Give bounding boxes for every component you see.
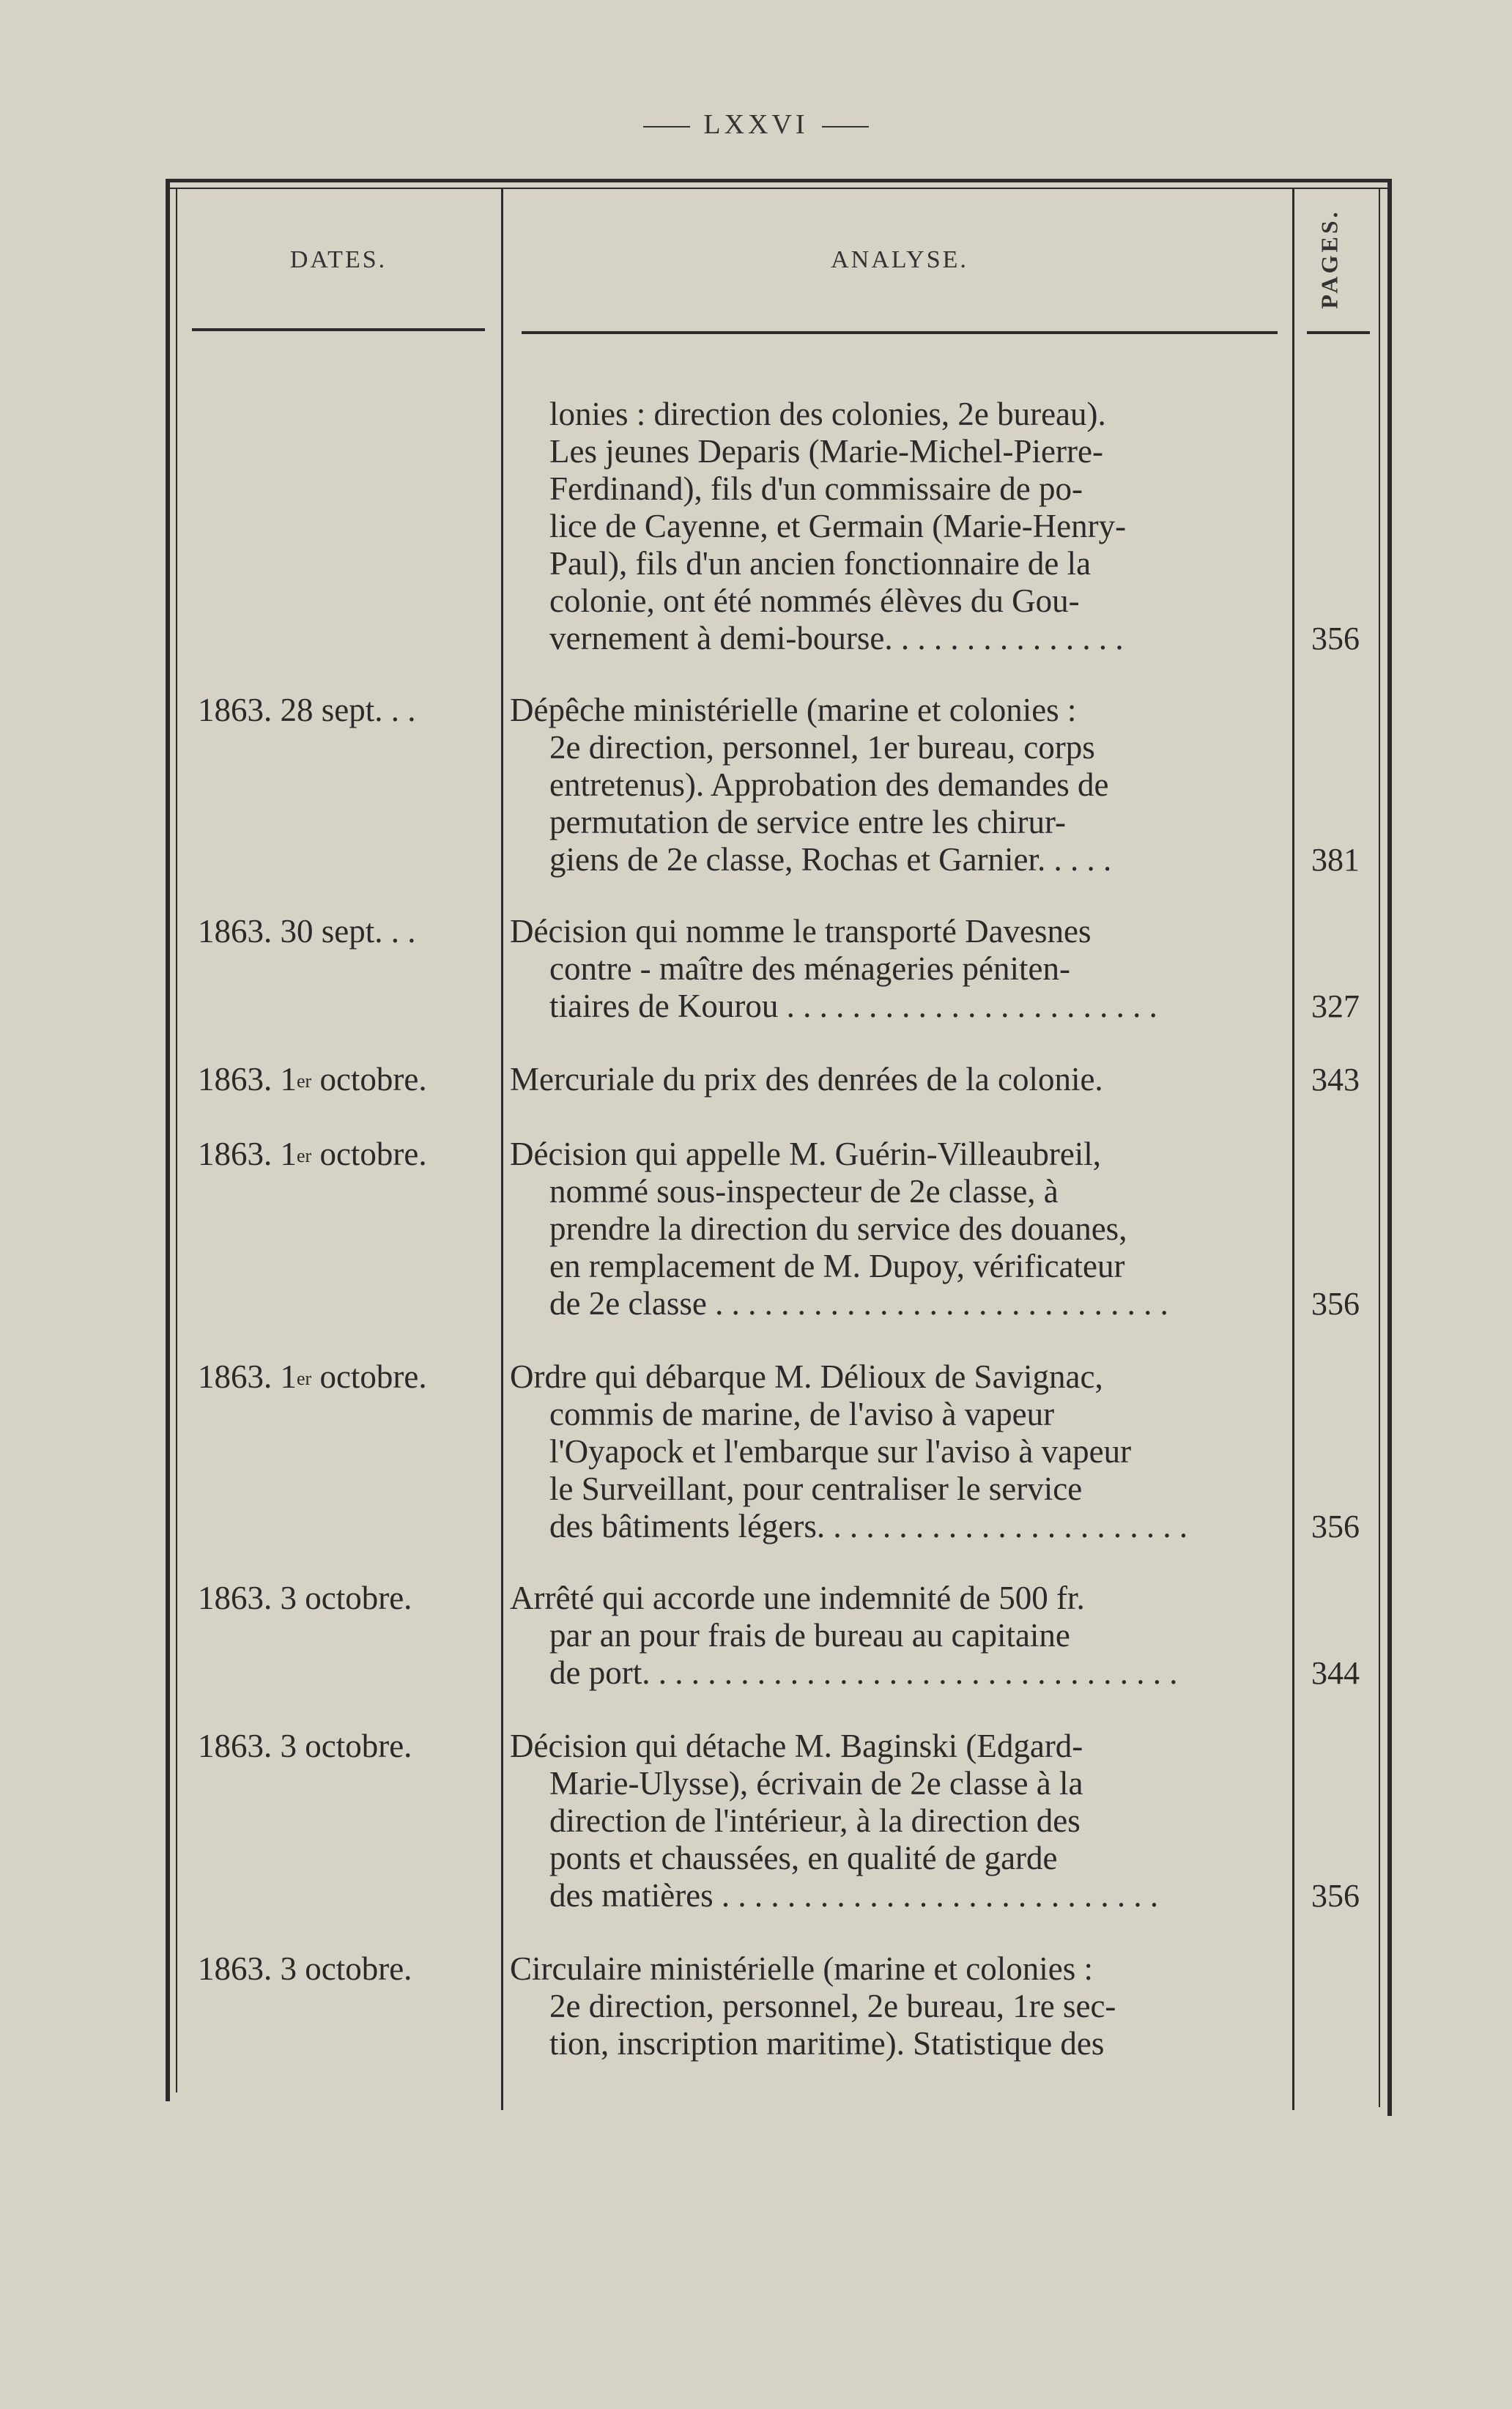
entry-analysis: Mercuriale du prix des denrées de la colonie.: [510, 1061, 1103, 1098]
entry-date: 1863. 3 octobre.: [198, 1950, 412, 1987]
table-top-rule-thin: [167, 188, 1392, 189]
entry-analysis: Ordre qui débarque M. Délioux de Savignac, commis de marine, de l'aviso à vapeur l'Oyapock et l'embarque sur l'aviso à vapeur le Surveillant, pour centraliser le service des bâtiments légers. . . . . . . . . . . . . . . . . . . . . . .: [510, 1358, 1188, 1544]
entry-date: 1863. 1er octobre.: [198, 1136, 427, 1172]
table-right-border: [1387, 179, 1392, 2116]
entry-page: 344: [1311, 1655, 1360, 1691]
entry-page: 356: [1311, 1509, 1360, 1544]
entry-date: 1863. 3 octobre.: [198, 1728, 412, 1764]
entry-analysis: lonies : direction des colonies, 2e bureau). Les jeunes Deparis (Marie-Michel-Pierre- Ferdinand), fils d'un commissaire de po- lice de Cayenne, et Germain (Marie-Henry- Paul), fils d'un ancien fonctionnaire de la colonie, ont été nommés élèves du Gou- vernement à demi-bourse. . . . . . . . . . . . . . .: [549, 396, 1127, 656]
entry-page: 356: [1311, 1878, 1360, 1914]
entry-page: 381: [1311, 842, 1360, 878]
table-right-border-thin: [1379, 188, 1380, 2107]
table-top-rule: [167, 179, 1392, 182]
pages-header: PAGES.: [1316, 208, 1343, 309]
entry-analysis: Dépêche ministérielle (marine et colonies : 2e direction, personnel, 1er bureau, corps entretenus). Approbation des demandes de permutation de service entre les chirur- giens de 2e classe, Rochas et Garnier. . . . .: [510, 692, 1112, 878]
column-separator-dates: [501, 189, 503, 2110]
pages-header-rule: [1307, 331, 1370, 334]
dates-header: DATES.: [289, 246, 388, 273]
analyse-header-rule: [522, 331, 1278, 334]
dates-header-rule: [192, 328, 485, 331]
entry-date: 1863. 3 octobre.: [198, 1580, 412, 1616]
entry-page: 327: [1311, 988, 1360, 1024]
table-left-border-thin: [176, 188, 177, 2092]
entry-page: 356: [1311, 621, 1360, 656]
entry-date: 1863. 1er octobre.: [198, 1061, 427, 1098]
entry-date: 1863. 1er octobre.: [198, 1358, 427, 1395]
entry-page: 356: [1311, 1286, 1360, 1322]
entry-analysis: Décision qui nomme le transporté Davesnes contre - maître des ménageries péniten- tiaires de Kourou . . . . . . . . . . . . . . . . . . . . . . .: [510, 913, 1157, 1024]
entry-date: 1863. 30 sept. . .: [198, 913, 416, 950]
entry-page: 343: [1311, 1062, 1360, 1098]
entry-analysis: Circulaire ministérielle (marine et colonies : 2e direction, personnel, 2e bureau, 1re sec- tion, inscription maritime). Statistique des: [510, 1950, 1116, 2062]
table-left-border: [166, 179, 170, 2101]
entry-analysis: Arrêté qui accorde une indemnité de 500 fr. par an pour frais de bureau au capitaine de port. . . . . . . . . . . . . . . . . . . . . . . . . . . . . . . . .: [510, 1580, 1178, 1691]
entry-analysis: Décision qui appelle M. Guérin-Villeaubreil, nommé sous-inspecteur de 2e classe, à prendre la direction du service des douanes, en remplacement de M. Dupoy, vérificateur de 2e classe . . . . . . . . . . . . . . . . . . . . . . . . . . . .: [510, 1136, 1168, 1322]
analyse-header: ANALYSE.: [831, 246, 968, 273]
page-number: LXXVI: [0, 108, 1512, 141]
column-separator-pages: [1292, 189, 1294, 2110]
entry-analysis: Décision qui détache M. Baginski (Edgard- Marie-Ulysse), écrivain de 2e classe à la direction de l'intérieur, à la direction des ponts et chaussées, en qualité de garde des matières . . . . . . . . . . . . . . . . . . . . . . . . . . .: [510, 1728, 1159, 1914]
entry-date: 1863. 28 sept. . .: [198, 692, 416, 728]
